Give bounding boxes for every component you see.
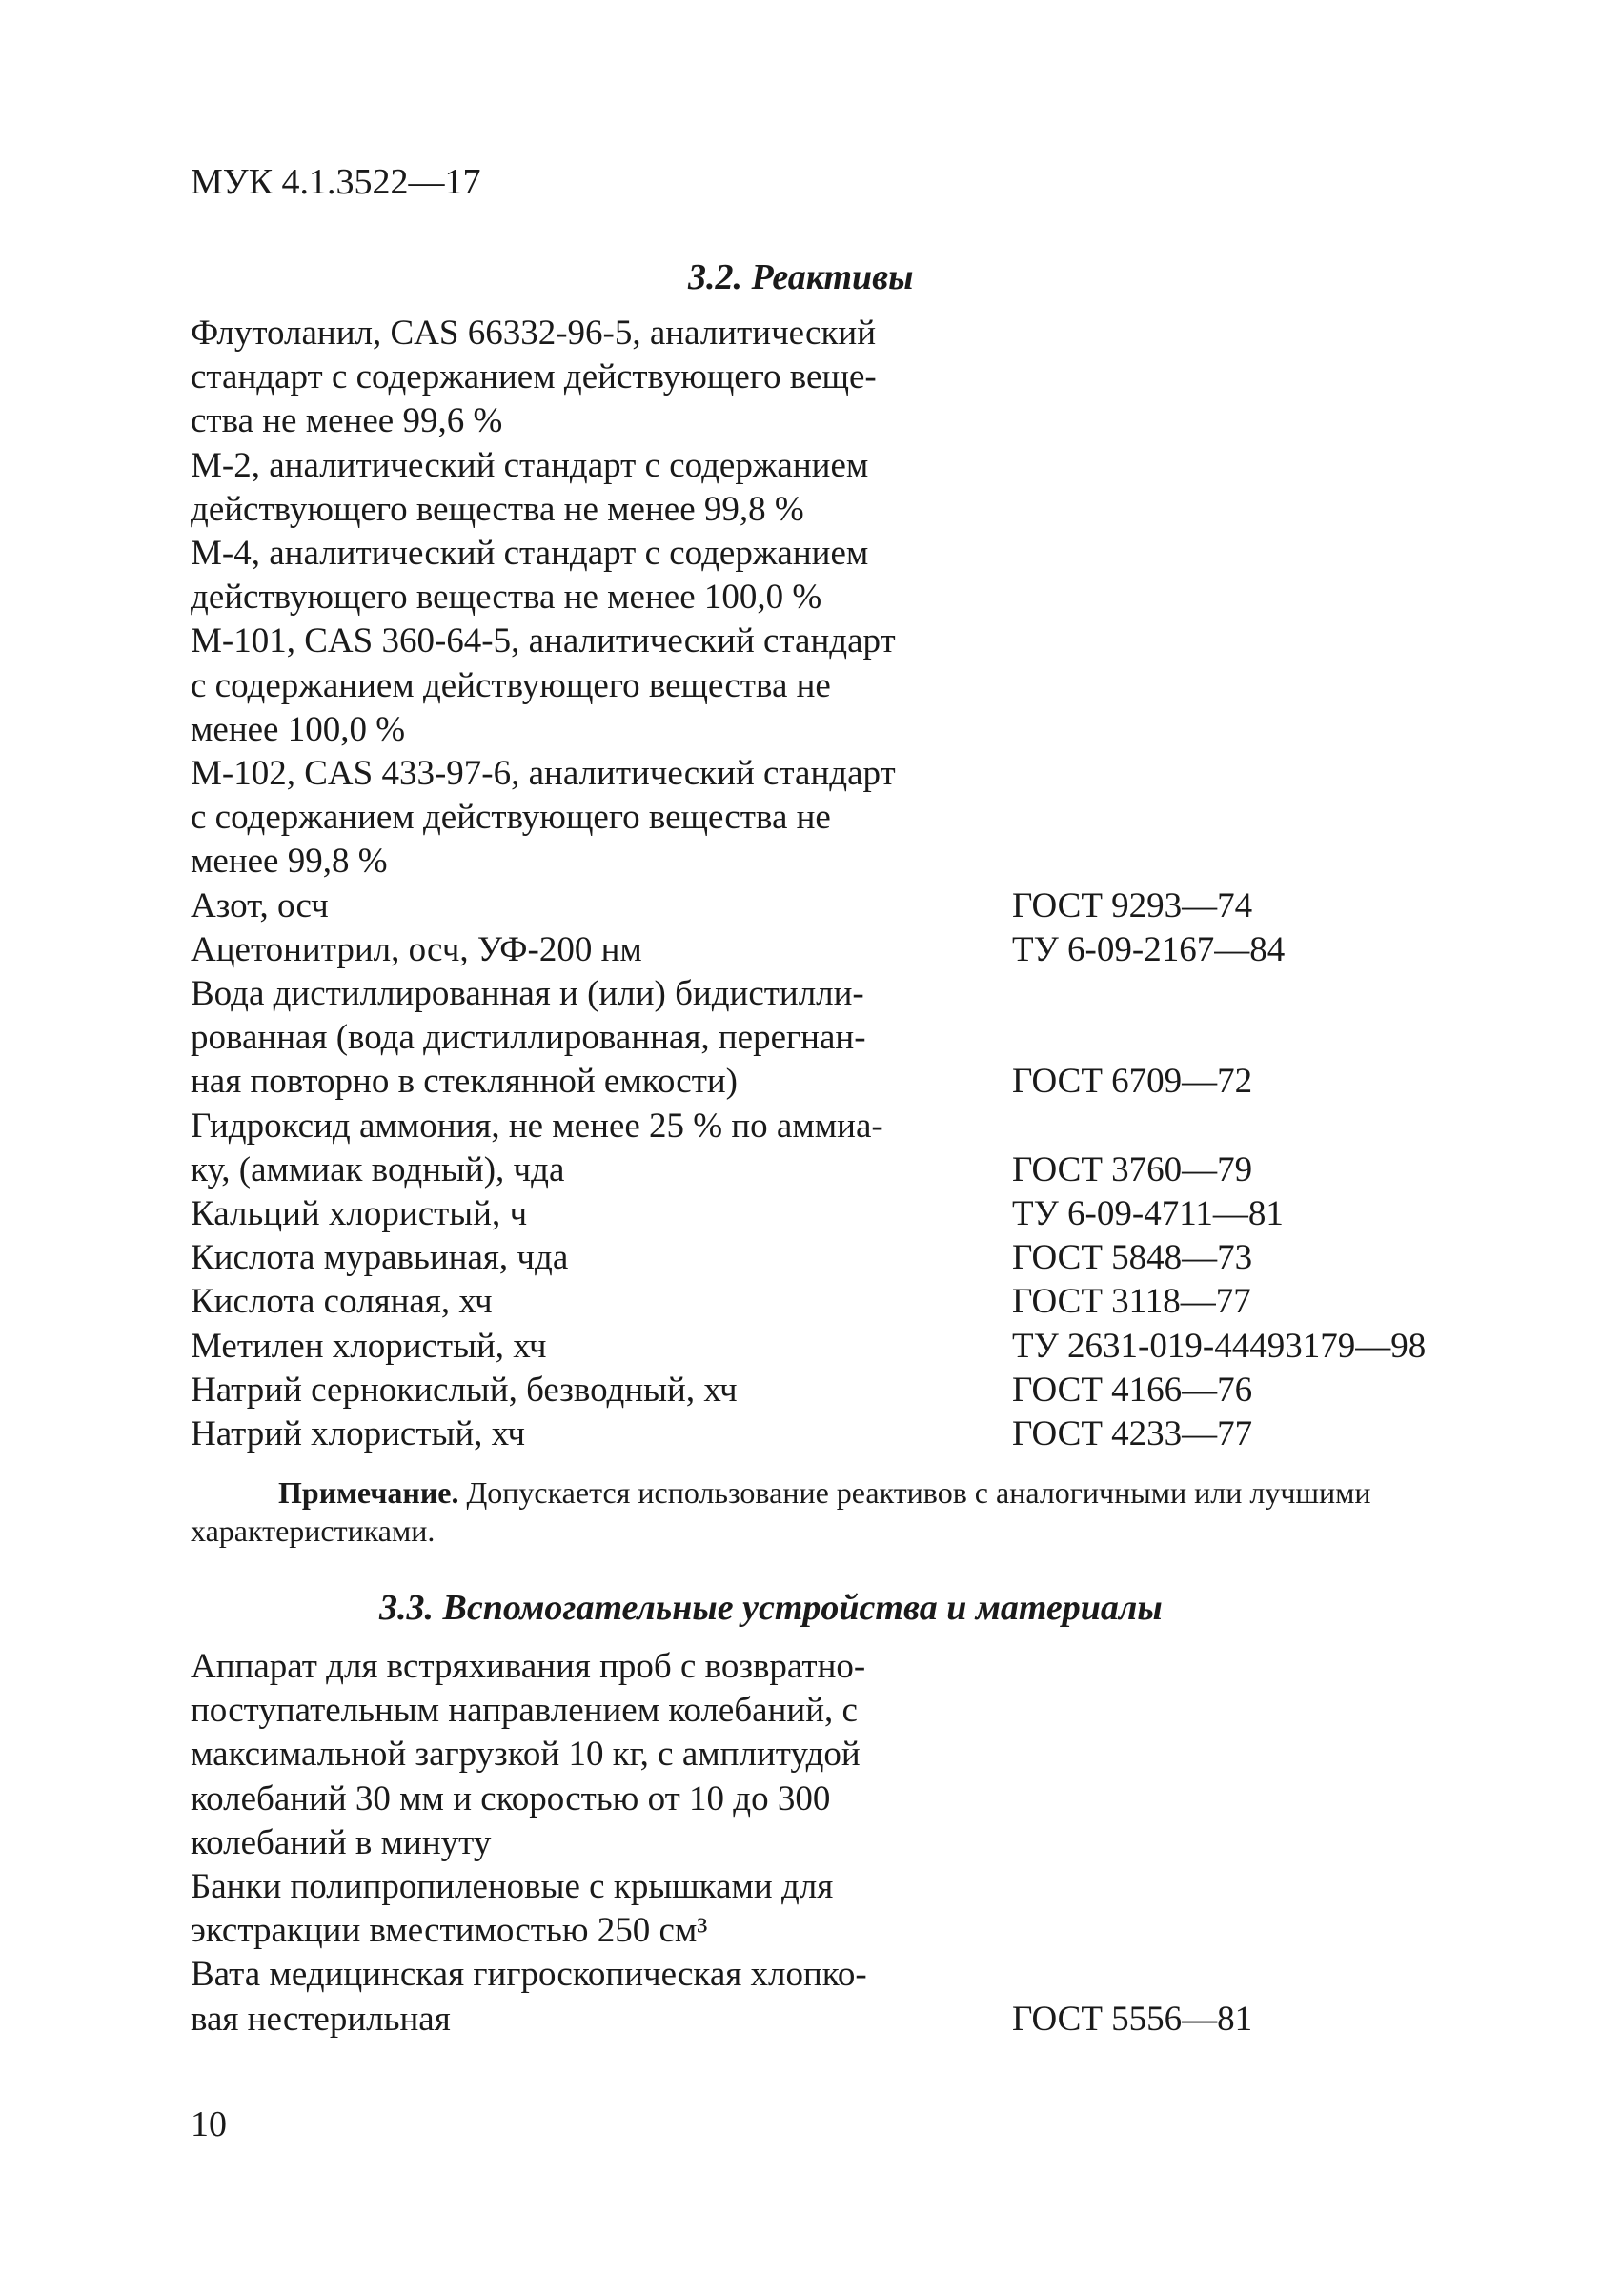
item-name-line: ства не менее 99,6 % — [191, 401, 503, 441]
item-name-line: М-2, аналитический стандарт с содержанием — [191, 445, 869, 485]
item-name-line: Натрий хлористый, хч — [191, 1414, 525, 1454]
item-name-line: Азот, осч — [191, 885, 329, 925]
reagent-item — [191, 1236, 1253, 1280]
devices-list — [191, 1645, 1253, 2042]
item-name-line: Вата медицинская гигроскопическая хлопко- — [191, 1955, 867, 1995]
reagent-item — [191, 972, 1253, 1105]
item-name — [191, 928, 982, 972]
item-name-line: Метилен хлористый, хч — [191, 1326, 547, 1366]
item-name-line: максимальной загрузкой 10 кг, с амплитудой — [191, 1735, 861, 1775]
item-name-line: менее 99,8 % — [191, 842, 388, 882]
item-name — [191, 1325, 982, 1369]
item-name-line: с содержанием действующего вещества не — [191, 665, 831, 705]
note-text: Допускается использование реактивов с аналогичными или лучшими характеристиками. — [191, 1475, 1371, 1548]
section-title-devices: 3.3. Вспомогательные устройства и материалы — [379, 1588, 1163, 1628]
analytical-standard-item — [191, 444, 982, 532]
item-name-line: ная повторно в стеклянной емкости) — [191, 1062, 738, 1102]
note-label: Примечание. — [278, 1475, 459, 1510]
item-standard-code: ГОСТ 4233—77 — [1012, 1414, 1253, 1454]
item-name-line: колебаний в минуту — [191, 1822, 492, 1862]
analytical-standard-item — [191, 532, 982, 620]
item-name — [191, 620, 982, 752]
item-standard-code: ГОСТ 3760—79 — [1012, 1149, 1253, 1189]
item-name-line: рованная (вода дистиллированная, перегнан- — [191, 1018, 866, 1058]
item-name-line: Аппарат для встряхивания проб с возвратно- — [191, 1647, 866, 1686]
item-standard-code: ГОСТ 5848—73 — [1012, 1238, 1253, 1278]
device-item — [191, 1953, 1253, 2041]
item-name-line: Флутоланил, CAS 66332-96-5, аналитический — [191, 314, 877, 353]
item-name-line: действующего вещества не менее 100,0 % — [191, 578, 822, 618]
page-number: 10 — [191, 2104, 227, 2144]
item-name — [191, 752, 982, 884]
item-name — [191, 1236, 982, 1280]
item-name — [191, 444, 982, 532]
item-standard-code: ТУ 2631-019-44493179—98 — [1012, 1326, 1427, 1366]
item-name-line: М-101, CAS 360-64-5, аналитический стандарт — [191, 621, 896, 661]
item-standard-code: ТУ 6-09-2167—84 — [1012, 929, 1286, 969]
item-name-line: Ацетонитрил, осч, УФ-200 нм — [191, 929, 642, 969]
section-title-reagents: 3.2. Реактивы — [688, 257, 914, 297]
reagent-item — [191, 1280, 1251, 1324]
item-name-line: колебаний 30 мм и скоростью от 10 до 300 — [191, 1778, 831, 1819]
analytical-standard-item — [191, 312, 982, 444]
device-item — [191, 1865, 982, 1953]
item-name — [191, 1412, 982, 1456]
item-name — [191, 1953, 982, 2041]
item-standard-code: ГОСТ 6709—72 — [1012, 1062, 1253, 1102]
reagent-item — [191, 1412, 1253, 1456]
item-name-line: экстракции вместимостью 250 см³ — [191, 1911, 708, 1951]
analytical-standard-item — [191, 752, 982, 884]
item-name-line: с содержанием действующего вещества не — [191, 798, 831, 838]
item-name — [191, 1105, 982, 1192]
reagent-item — [191, 1192, 1284, 1236]
item-name — [191, 532, 982, 620]
item-name-line: менее 100,0 % — [191, 709, 406, 749]
reagent-item — [191, 1325, 1427, 1369]
item-name-line: вая нестерильная — [191, 1999, 451, 2039]
item-name — [191, 1645, 982, 1865]
item-name-line: ку, (аммиак водный), чда — [191, 1149, 565, 1189]
item-name-line: Кислота муравьиная, чда — [191, 1238, 569, 1278]
item-name — [191, 1280, 982, 1324]
reagents-list — [191, 312, 1427, 1456]
item-standard-code: ГОСТ 5556—81 — [1012, 1999, 1253, 2039]
item-name-line: М-4, аналитический стандарт с содержанием — [191, 534, 869, 574]
item-name — [191, 312, 982, 444]
reagent-item — [191, 1105, 1253, 1192]
item-standard-code: ТУ 6-09-4711—81 — [1012, 1194, 1284, 1234]
item-name-line: действующего вещества не менее 99,8 % — [191, 489, 804, 529]
item-name-line: Банки полипропиленовые с крышками для — [191, 1867, 834, 1907]
item-name-line: Кальций хлористый, ч — [191, 1194, 528, 1234]
item-name — [191, 1192, 982, 1236]
item-name-line: Гидроксид аммония, не менее 25 % по аммиа- — [191, 1106, 883, 1146]
item-name — [191, 1369, 982, 1412]
analytical-standard-item — [191, 620, 982, 752]
item-standard-code: ГОСТ 9293—74 — [1012, 885, 1253, 925]
item-name-line: М-102, CAS 433-97-6, аналитический стандарт — [191, 754, 896, 794]
item-name — [191, 1865, 982, 1953]
item-name-line: стандарт с содержанием действующего веще- — [191, 357, 877, 397]
item-name — [191, 884, 982, 928]
item-standard-code: ГОСТ 3118—77 — [1012, 1282, 1251, 1322]
item-name-line: Кислота соляная, хч — [191, 1282, 493, 1322]
reagent-item — [191, 928, 1286, 972]
reagents-note — [191, 1473, 1449, 1550]
item-name-line: Вода дистиллированная и (или) бидистилли- — [191, 974, 864, 1014]
device-item — [191, 1645, 982, 1865]
item-name — [191, 972, 982, 1105]
reagent-item — [191, 884, 1253, 928]
reagent-item — [191, 1369, 1253, 1412]
item-name-line: Натрий сернокислый, безводный, хч — [191, 1370, 738, 1410]
item-standard-code: ГОСТ 4166—76 — [1012, 1370, 1253, 1410]
document-id: МУК 4.1.3522—17 — [191, 162, 481, 202]
item-name-line: поступательным направлением колебаний, с — [191, 1691, 858, 1731]
